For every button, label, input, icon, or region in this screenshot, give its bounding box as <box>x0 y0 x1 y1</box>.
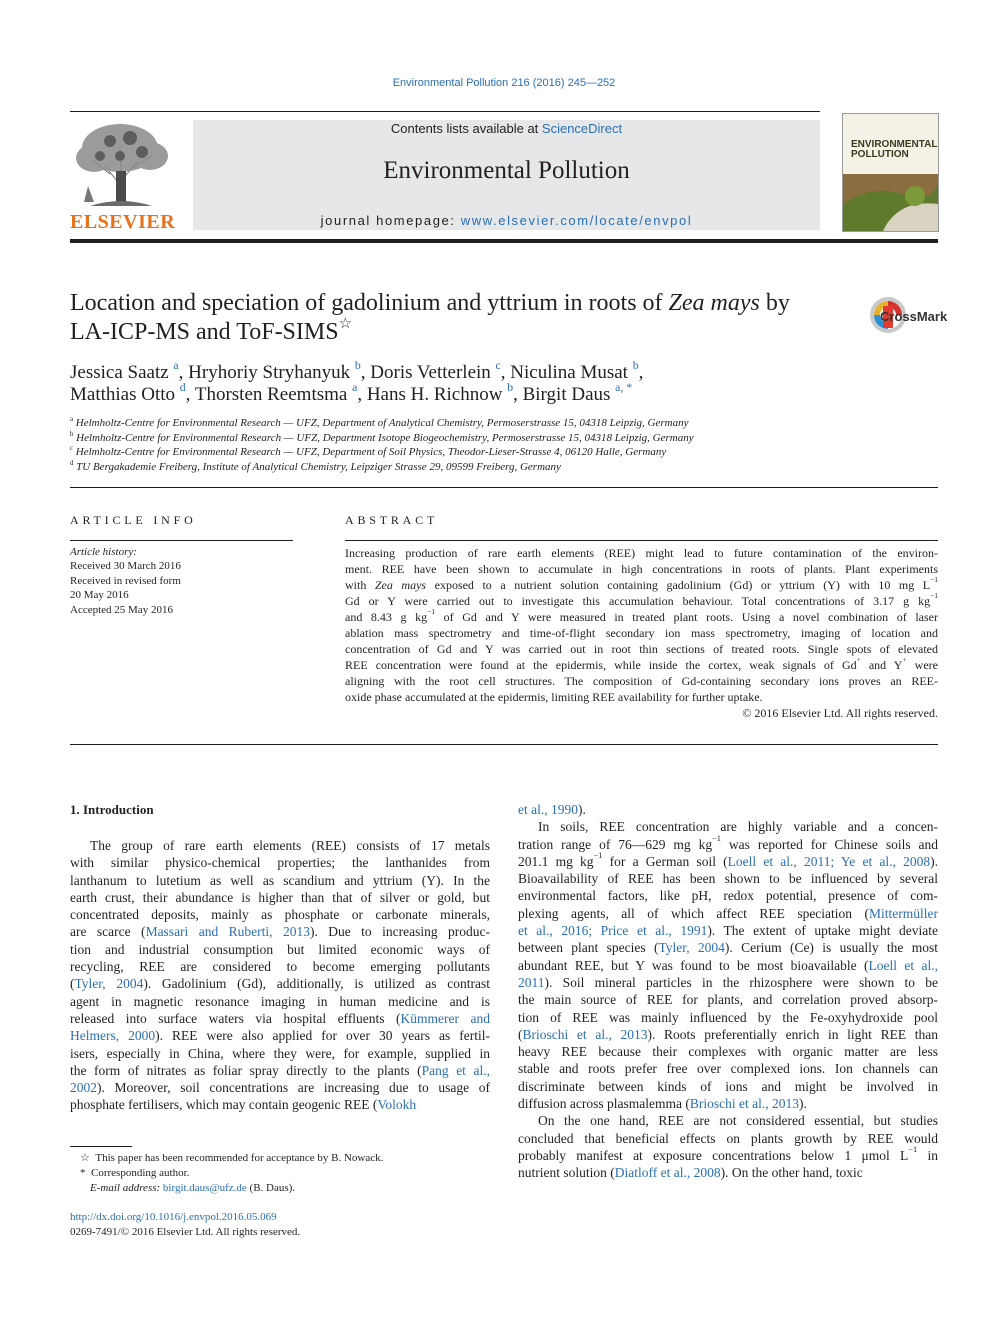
abstract-rule <box>345 540 938 541</box>
citation-link[interactable]: Brioschi et al., 2013 <box>689 1096 799 1112</box>
citation-link[interactable]: Kümmerer and <box>400 1010 490 1026</box>
text-line: In soils, REE concentration are highly variable and a concen- <box>538 819 938 835</box>
text-line: between plant species (Tyler, 2004). Cerium (Ce) is usually the most <box>518 940 939 956</box>
text-line: tion of REE was mainly influenced by the Fe-oxyhydroxide pool <box>518 1009 938 1025</box>
citation-link[interactable]: et al., 1990 <box>518 802 578 817</box>
cover-image <box>843 174 938 231</box>
text-line: concluded that beneficial effects on plants growth by REE would <box>518 1130 938 1146</box>
section-rule <box>70 487 938 488</box>
author: Niculina Musat <box>510 362 628 383</box>
author: Hans H. Richnow <box>366 384 503 405</box>
doi-link[interactable]: http://dx.doi.org/10.1016/j.envpol.2016.05.069 <box>70 1211 277 1223</box>
text-line: discriminate between kinds of ions and might be involved in <box>518 1078 938 1094</box>
text-line: earth crust, their abundance is higher than that of silver or gold, but <box>70 889 490 905</box>
citation-link[interactable]: Pang et al., <box>421 1062 490 1078</box>
text-line: concentrated deposits, mainly as phosphate or carbonate minerals, <box>70 907 490 923</box>
masthead-rule <box>70 239 938 243</box>
crossmark-label[interactable]: CrossMark <box>880 309 948 324</box>
text-line: lanthanum to lutetium as well as scandium and yttrium (Y). In the <box>70 872 490 888</box>
author: Matthias Otto <box>70 384 176 405</box>
section-heading-introduction: 1. Introduction <box>70 802 154 817</box>
text-line: Bioavailability of REE has been shown to be influenced by several <box>518 871 938 887</box>
author: Thorsten Reemtsma <box>194 384 348 405</box>
text-line: environmental factors, like pH, redox potential, presence of com- <box>518 888 938 904</box>
citation-link[interactable]: Tyler, 2004 <box>658 940 725 956</box>
header-rule <box>70 111 820 112</box>
citation-link[interactable]: 2002 <box>70 1080 97 1096</box>
citation-link[interactable]: Volokh <box>377 1097 417 1113</box>
text-line: 201.1 mg $kg^{-1}$ for a German soil (Loell et al., 2011; Ye et al., 2008). <box>518 851 938 869</box>
text-line: phosphate fertilisers, which may contain geogenic REE (Volokh <box>70 1097 417 1113</box>
text-line: with similar physico-chemical properties; the lanthanides from <box>70 855 490 871</box>
history-item: Received 30 March 2016 <box>70 560 181 573</box>
article-title: Location and speciation of gadolinium and yttrium in roots of Zea mays by LA-ICP-MS and ToF-SIMS☆ <box>70 290 790 345</box>
text-line: isers, especially in China, where they were, for example, supplied in <box>70 1045 490 1061</box>
journal-citation-link[interactable]: Environmental Pollution 216 (2016) 245—252 <box>392 77 616 89</box>
affiliation: $^d$ TU Bergakademie Freiberg, Institute of Analytical Chemistry, Leipziger Strasse 29, 09599 Freiberg, Germany <box>70 459 561 473</box>
affiliation: $^b$ Helmholtz-Centre for Environmental Research — UFZ, Department Isotope Biogeochemistry, Permoserstrasse 15, 04318 Leipzig, Germany <box>70 430 694 444</box>
sciencedirect-link[interactable]: ScienceDirect <box>541 121 623 136</box>
author-email-link[interactable]: birgit.daus@ufz.de <box>162 1182 247 1194</box>
citation-link[interactable]: Loell et al., <box>868 957 938 973</box>
text-line: the main source of REE for plants, and correlation proved absorp- <box>518 992 938 1008</box>
text-line: diffusion across plasmalemma (Brioschi et al., 2013). <box>518 1096 807 1112</box>
history-item: Accepted 25 May 2016 <box>70 603 173 616</box>
text-line: (Tyler, 2004). Gadolinium (Gd), additionally, is utilized as contrast <box>70 976 490 992</box>
cover-title: ENVIRONMENTAL POLLUTION <box>851 139 938 160</box>
citation-link[interactable]: Tyler, 2004 <box>74 976 144 992</box>
text-line: abundant REE, but Y was found to be most bioavailable (Loell et al., <box>518 957 938 973</box>
history-item: 20 May 2016 <box>70 589 129 602</box>
citation-link[interactable]: Loell et al., 2011; Ye et al., 2008 <box>727 853 931 869</box>
doi-block <box>70 1210 300 1241</box>
article-info-heading: ARTICLE INFO <box>70 513 197 527</box>
footnote-recommendation: This paper has been recommended for acceptance by B. Nowack. <box>95 1152 384 1164</box>
history-item: Received in revised form <box>70 574 181 587</box>
citation-link[interactable]: et al., 2016; Price et al., 1991 <box>518 923 708 939</box>
affiliations <box>70 416 938 474</box>
abstract-text: Increasing production of rare earth elements (REE) might lead to future contamination of the environ- ment. REE have been shown to accumulate in high concentrations in roots of plants. Plant experiments with Zea mays exposed to a nutrient solution containing gadolinium (Gd) or yttrium (Y) with 10 mg $L^{-1}$ Gd or Y were carried out to investigate this accumulation behaviour. Total concentrations of 3.17 g $kg^{-1}$ and 8.43 g $kg^{-1}$ of Gd and Y were measured in treated plant roots. Using a novel combination of laser ablation mass spectrometry and time-of-flight secondary ion mass spectrometry, imaging of location and concentration of Gd and Y was carried out in root thin sections of treated roots. Single spots of elevated REE concentration were found at the epidermis, while inside the cortex, weak signals of Gd+ and Y+ were aligning with the root cell structures. The composition of Gd-containing secondary ions proves an REE- oxide phase accumulated at the epidermis, limiting REE availability for further uptake. © 2016 Elsevier Ltd. All rights reserved. <box>345 546 939 720</box>
text-line: tion and industrial consumption but limited economic ways of <box>70 941 490 957</box>
text-line: heavy REE because their complexes with organic matter are less <box>518 1044 938 1060</box>
text-line: probably manifest at exposure concentrations below 1 μmol $L^{-1}$ in <box>518 1145 938 1163</box>
citation-link[interactable]: Helmers, 2000 <box>70 1028 156 1044</box>
text-line: 2002). Moreover, soil concentrations are increasing due to usage of <box>70 1080 490 1096</box>
text-line: tration range of 76—629 mg $kg^{-1}$ was reported for Chinese soils and <box>518 834 938 852</box>
text-line: agent in magnetic resonance imaging in human medicine and is <box>70 993 490 1009</box>
text-line: The group of rare earth elements (REE) consists of 17 metals <box>90 838 490 853</box>
citation-link[interactable]: Brioschi et al., 2013 <box>522 1026 648 1042</box>
author: Jessica Saatz <box>70 362 169 383</box>
abstract-heading: ABSTRACT <box>345 513 439 527</box>
author-list: Jessica Saatz $^a$, Hryhoriy Stryhanyuk $^b$, Doris Vetterlein $^c$, Niculina Musat $^b$, Matthias Otto $^d$, Thorsten Reemtsma $^a$, Hans H. Richnow $^b$, Birgit Daus $^{a, *}$ <box>70 358 644 405</box>
text-line: released into surface waters via hospital effluents (Kümmerer and <box>70 1010 490 1026</box>
elsevier-wordmark: ELSEVIER <box>70 211 176 233</box>
text-line: Helmers, 2000). REE were also applied for over 30 years as fertil- <box>70 1028 490 1044</box>
journal-cover[interactable] <box>842 113 939 232</box>
citation-link[interactable]: Mittermüller <box>869 905 938 921</box>
text-line: the form of nitrates as foliar spray directly to the plants (Pang et al., <box>70 1062 490 1078</box>
text-line: plexing agents, all of which affect REE speciation (Mittermüller <box>518 905 938 921</box>
text-line: nutrient solution (Diatloff et al., 2008). On the other hand, toxic <box>518 1165 863 1181</box>
journal-name: Environmental Pollution <box>383 157 630 184</box>
body-column-right <box>518 801 938 1182</box>
text-line: et al., 1990). <box>518 802 586 817</box>
article-info-rule <box>70 540 293 541</box>
text-line: 2011). Soil mineral particles in the rhizosphere were shown to be <box>518 974 938 990</box>
affiliation: $^a$ Helmholtz-Centre for Environmental Research — UFZ, Department of Analytical Chemistry, Permoserstrasse 15, 04318 Leipzig, Germany <box>70 416 689 429</box>
body-column-left <box>70 837 490 1114</box>
author: Hryhoriy Stryhanyuk <box>188 362 351 383</box>
text-line: stable and roots prefer free over complexed ions. Ion channels can <box>518 1061 938 1077</box>
text-line: et al., 2016; Price et al., 1991). The extent of uptake might deviate <box>518 923 938 939</box>
footnote-corresponding: Corresponding author. <box>91 1167 190 1179</box>
text-line: On the one hand, REE are not considered essential, but studies <box>538 1113 938 1129</box>
homepage-link[interactable]: www.elsevier.com/locate/envpol <box>460 213 693 228</box>
footnotes: ☆ This paper has been recommended for acceptance by B. Nowack. * Corresponding author. E-mail address: birgit.daus@ufz.de (B. Daus). <box>80 1152 384 1194</box>
issn-copyright: 0269-7491/© 2016 Elsevier Ltd. All rights reserved. <box>70 1226 301 1239</box>
citation-link[interactable]: Diatloff et al., 2008 <box>614 1165 721 1181</box>
text-line: are scarce (Massari and Ruberti, 2013). Due to increasing produc- <box>70 924 490 940</box>
text-line: recycling, REE are considered to become emerging pollutants <box>70 959 490 975</box>
author: Birgit Daus <box>522 384 611 405</box>
abstract-end-rule <box>70 744 938 745</box>
footnote-rule <box>70 1146 132 1147</box>
citation-link[interactable]: Massari and Ruberti, 2013 <box>145 924 310 940</box>
contents-line: Contents lists available at ScienceDirect <box>390 121 623 136</box>
article-history: Article history: Received 30 March 2016 Received in revised form 20 May 2016 Accepted 25 May 2016 <box>70 545 290 617</box>
author: Doris Vetterlein <box>370 362 491 383</box>
citation-link[interactable]: 2011 <box>518 974 545 990</box>
text-line: (Brioschi et al., 2013). Roots preferentially enrich in light REE than <box>518 1026 939 1042</box>
homepage-line: journal homepage: www.elsevier.com/locate/envpol <box>320 213 693 228</box>
affiliation: $^c$ Helmholtz-Centre for Environmental Research — UFZ, Department of Soil Physics, Theodor-Lieser-Strasse 4, 06120 Halle, Germany <box>70 445 667 458</box>
corresponding-author-link[interactable]: a, * <box>615 380 633 394</box>
abstract-copyright: © 2016 Elsevier Ltd. All rights reserved. <box>742 706 938 720</box>
